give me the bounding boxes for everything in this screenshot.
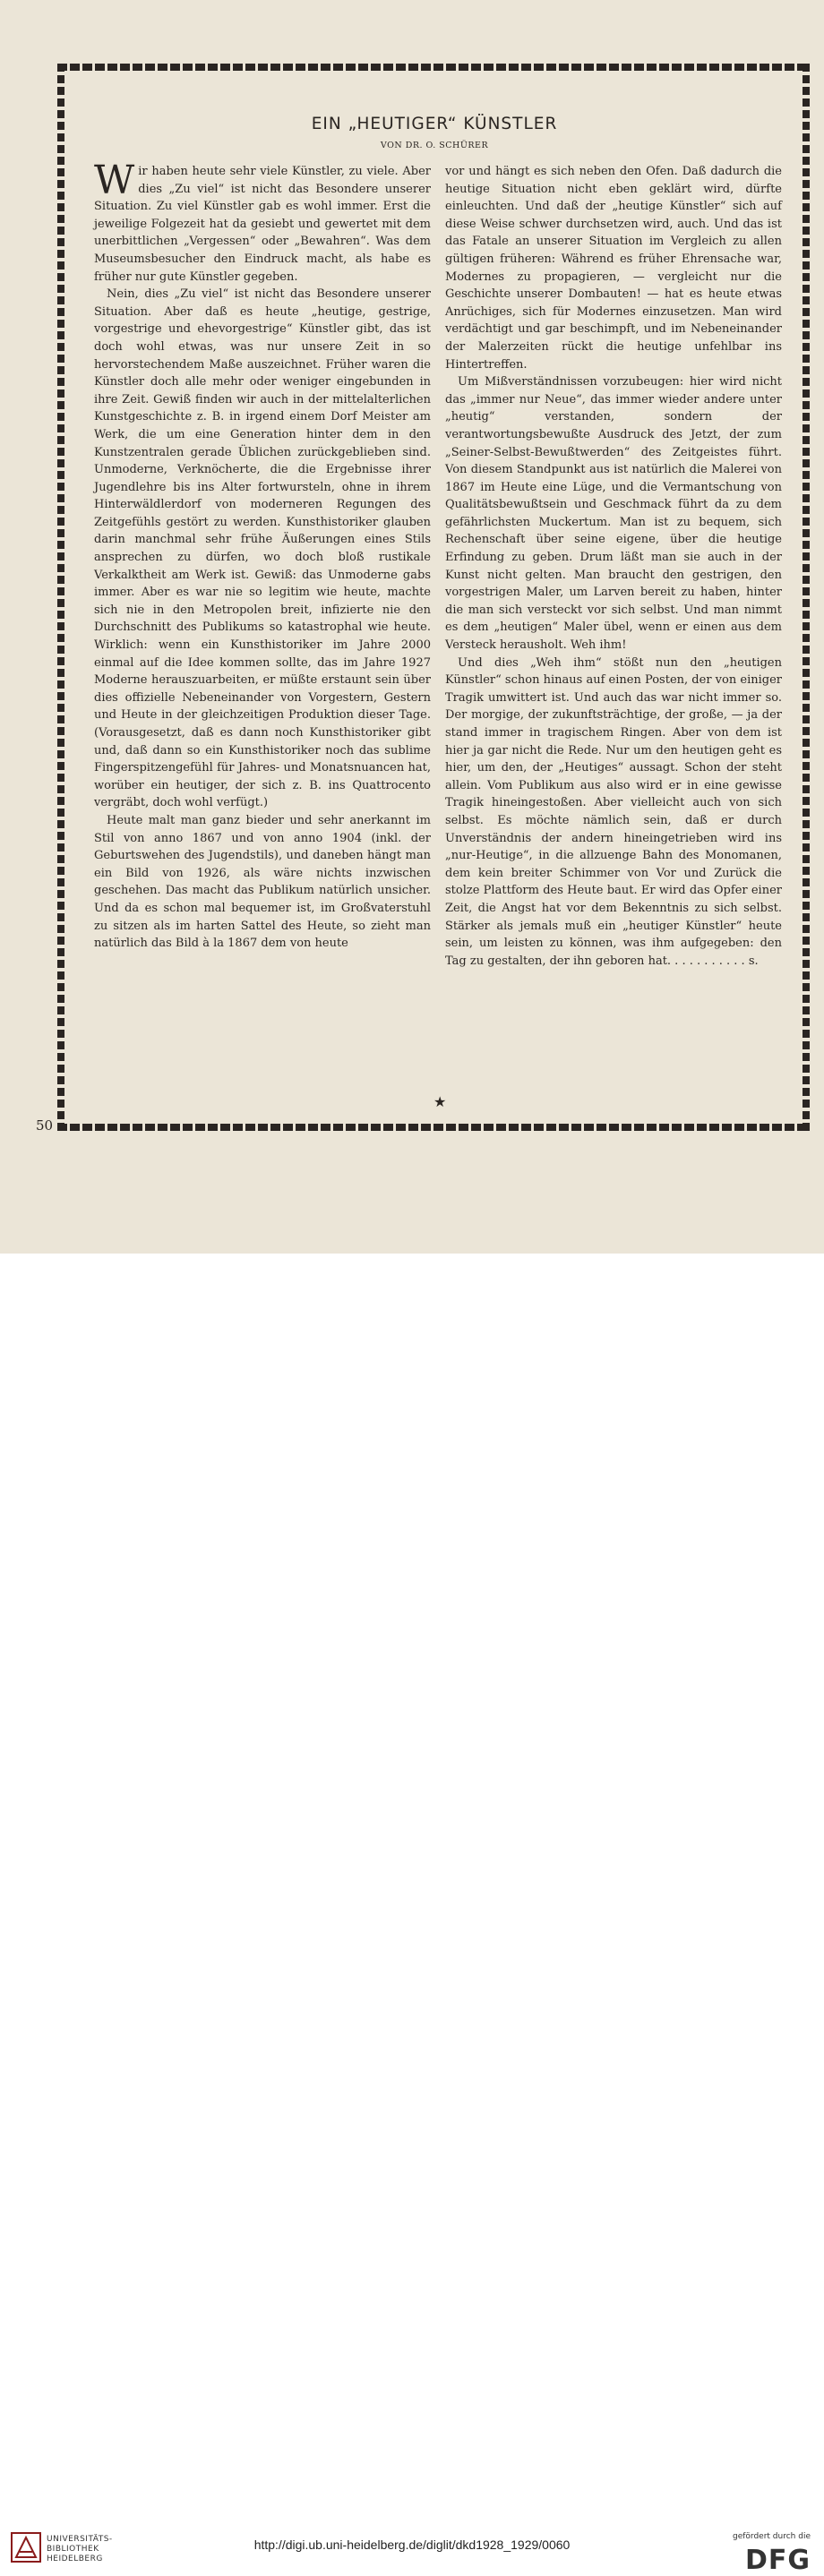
university-library-name: UNIVERSITÄTS- BIBLIOTHEK HEIDELBERG	[47, 2535, 113, 2563]
paragraph: Nein, dies „Zu viel“ ist nicht das Besondere unserer Situation. Aber daß es heute „heutige, gestrige, vorgestrige und ehevorgestrige“ Künstler gibt, das ist doch wohl etwas, was nur unsere Zeit in so hervorstechendem Maße auszeichnet. Früher waren die Künstler doch alle mehr oder weniger eingebunden in ihre Zeit. Gewiß finden wir auch in der mittelalterlichen Kunstgeschichte z. B. in irgend einem Dorf Meister am Werk, die um eine Generation hinter dem in den Kunstzentralen gerade Üblichen zurückgeblieben sind. Unmoderne, Verknöcherte, die die Ergebnisse ihrer Jugendlehre bis ins Alter fortwursteln, ohne in ihrem Hinterwäldlerdorf von moderneren Regungen des Zeitgefühls gestört zu werden. Kunsthistoriker glauben darin manchmal sehr frühe Äußerungen eines Stils ansprechen zu dürfen, wo doch bloß rustikale Verkalktheit am Werk ist. Gewiß: das Unmoderne gabs immer. Aber es war nie so legitim wie heute, machte sich nie in den Metropolen breit, infizierte nie den Durchschnitt des Publikums so katastrophal wie heute. Wirklich: wenn ein Kunsthistoriker im Jahre 2000 einmal auf die Idee kommen sollte, das im Jahre 1927 Moderne herauszuarbeiten, er müßte erstaunt sein über dies offizielle Nebeneinander von Vorgestern, Gestern und Heute in der gleichzeitigen Produktion dieser Tage. (Vorausgesetzt, daß es dann noch Kunsthistoriker gibt und, daß dann so ein Kunsthistoriker noch das sublime Fingerspitzengefühl für Jahres- und Monatsnuancen hat, worüber ein heutiger, der sich z. B. ins Quattrocento vergräbt, doch wohl verfügt.)	[94, 287, 431, 810]
paragraph: vor und hängt es sich neben den Ofen. Daß dadurch die heutige Situation nicht eben geklärt wird, dürfte einleuchten. Und daß der „heutige Künstler“ sich auf diese Weise schwer durchsetzen wird, auch. Und das ist das Fatale an unserer Situation im Vergleich zu allen gültigen früheren: Während es früher Ehrensache war, Modernes zu propagieren, — vergleicht nur die Geschichte unserer Dombauten! — hat es heute etwas Anrüchiges, sich für Modernes einzusetzen. Man wird verdächtigt und gar beschimpft, und im Nebeneinander der Malerzeiten rückt die heutige unfehlbar ins Hintertreffen.	[445, 165, 782, 372]
article-title: EIN „HEUTIGER“ KÜNSTLER	[311, 115, 558, 133]
ornamental-border-left	[57, 64, 64, 1131]
paragraph: Wir haben heute sehr viele Künstler, zu viele. Aber dies „Zu viel“ ist nicht das Besondere unserer Situation. Zu viel Künstler gab es wohl immer. Erst die jeweilige Folgezeit hat da gesiebt und gewertet mit dem unerbittlichen „Vergessen“ oder „Bewahren“. Was dem Museumsbesucher den Eindruck macht, als habe es früher nur gute Künstler gegeben.	[94, 158, 431, 284]
article-byline: VON DR. O. SCHÜRER	[380, 141, 489, 150]
text-column-left	[94, 158, 431, 953]
ornamental-border-right	[803, 64, 810, 1131]
ornamental-border-top	[57, 64, 810, 71]
dfg-logo: DFG	[745, 2545, 811, 2576]
funding-caption: gefördert durch die	[733, 2532, 811, 2541]
paragraph: Um Mißverständnissen vorzubeugen: hier wird nicht das „immer nur Neue“, das immer wieder andere unter „heutig“ verstanden, sondern der verantwortungsbewußte Ausdruck des Jetzt, der zum „Seiner-Selbst-Bewußtwerden“ des Zeitgeistes führt. Von diesem Standpunkt aus ist natürlich die Malerei von 1867 im Heute eine Lüge, und die Vermantschung von Qualitätsbewußtsein und Geschmack führt da zu dem gefährlichsten Muckertum. Man ist zu bequem, sich Rechenschaft über seine eigene, über die heutige Erfindung zu geben. Drum läßt man sie auch in der Kunst nicht gelten. Man braucht den gestrigen, den vorgestrigen Maler, um Larven bereit zu haben, hinter die man sich versteckt vor sich selbst. Und man nimmt es dem „heutigen“ Maler übel, wenn er einen aus dem Versteck herausholt. Weh ihm!	[445, 375, 782, 653]
viewer-footer	[0, 1254, 824, 2576]
paragraph: Und dies „Weh ihm“ stößt nun den „heutigen Künstler“ schon hinaus auf einen Posten, der von einiger Tragik umwittert ist. Und auch das war nicht immer so. Der morgige, der zukunftsträchtige, der große, — ja der stand immer in tragischem Ringen. Aber von dem ist hier ja gar nicht die Rede. Nur um den heutigen geht es hier, um den, der „Heutiges“ aussagt. Schon der steht allein. Vom Publikum aus also wird er in eine gewisse Tragik hineingestoßen. Aber vielleicht auch von sich selbst. Es möchte nämlich sein, daß er durch Unverständnis der andern hineingetrieben wird ins „nur-Heutige“, in die allzuenge Bahn des Monomanen, dem kein breiter Schimmer von Vor und Zurück die stolze Plattform des Heute baut. Er wird das Opfer einer Zeit, die Angst hat vor dem Bekenntnis zu sich selbst. Stärker als jemals muß ein „heutiger Künstler“ heute sein, um leisten zu können, was ihm aufgegeben: den Tag zu gestalten, der ihn geboren hat. . . . . . . . . . . s.	[445, 655, 782, 968]
paragraph: Heute malt man ganz bieder und sehr anerkannt im Stil von anno 1867 und von anno 1904 (inkl. der Geburtswehen des Jugendstils), und daneben hängt man ein Bild von 1926, als wäre nichts inzwischen geschehen. Das macht das Publikum natürlich unsicher. Und da es schon mal bequemer ist, im Großvaterstuhl zu sitzen als im harten Sattel des Heute, so zieht man natürlich das Bild à la 1867 dem von heute	[94, 813, 431, 951]
ornamental-border-bottom	[57, 1124, 810, 1131]
drop-cap: W	[94, 158, 135, 203]
page-number: 50	[36, 1117, 54, 1134]
text-column-right	[445, 163, 782, 970]
end-mark-star: ★	[433, 1093, 447, 1110]
scanned-page	[0, 0, 824, 1254]
permalink-url[interactable]: http://digi.ub.uni-heidelberg.de/diglit/dkd1928_1929/0060	[253, 2537, 571, 2552]
